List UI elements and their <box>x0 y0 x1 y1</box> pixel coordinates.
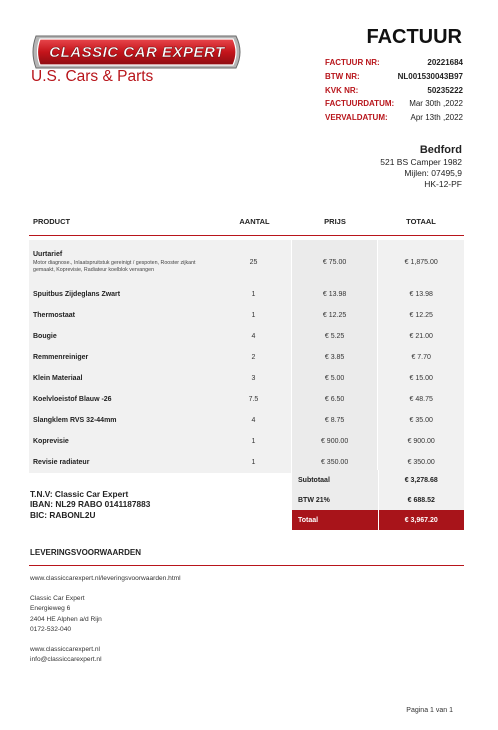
cell-qty <box>216 326 291 347</box>
cell-price-value: € 3.85 <box>324 354 345 361</box>
header-total: TOTAAL <box>406 217 436 226</box>
meta-label: BTW NR: <box>325 72 360 82</box>
cell-qty-value: 1 <box>251 312 256 319</box>
cell-qty-value: 4 <box>251 333 256 340</box>
cell-total-value: € 1,875.00 <box>404 258 438 266</box>
meta-row-invoice-number <box>325 56 463 70</box>
page-number: Pagina 1 van 1 <box>406 707 453 714</box>
item-name: Remmenreiniger <box>33 354 89 361</box>
terms-title: LEVERINGSVOORWAARDEN <box>30 548 141 557</box>
cell-qty-value: 1 <box>251 438 256 445</box>
cell-total-value: € 7.70 <box>411 354 431 361</box>
table-row <box>29 389 464 410</box>
cell-total-value: € 48.75 <box>409 396 433 403</box>
cell-product <box>29 347 216 368</box>
table-row <box>29 240 464 284</box>
cell-total-value: € 900.00 <box>407 438 435 445</box>
item-name: Slangklem RVS 32-44mm <box>33 417 117 424</box>
cell-price <box>291 326 378 347</box>
email-link[interactable]: info@classiccarexpert.nl <box>30 656 102 664</box>
cell-product <box>29 452 216 473</box>
cell-price <box>291 240 378 284</box>
terms-link[interactable]: www.classiccarexpert.nl/leveringsvoorwaarden.html <box>30 575 181 582</box>
cell-qty <box>216 389 291 410</box>
cell-total-value: € 13.98 <box>409 291 433 298</box>
vat-value: € 688.52 <box>378 490 464 510</box>
cell-total <box>377 284 464 305</box>
cell-product <box>29 368 216 389</box>
cell-total <box>377 326 464 347</box>
cell-product <box>29 240 216 284</box>
vat-row <box>292 490 464 510</box>
cell-price <box>291 284 378 305</box>
cell-price-value: € 8.75 <box>324 417 345 424</box>
cell-qty <box>216 240 291 284</box>
cell-qty <box>216 410 291 431</box>
bank-bic: BIC: RABONL2U <box>30 509 96 520</box>
cell-total-value: € 35.00 <box>409 417 433 424</box>
logo-text: CLASSIC CAR EXPERT <box>49 44 225 61</box>
customer-name: Bedford <box>419 144 462 156</box>
meta-row-due-date <box>325 111 463 125</box>
cell-total <box>377 389 464 410</box>
company-tagline: U.S. Cars & Parts <box>31 68 154 85</box>
cell-price-value: € 900.00 <box>320 438 349 445</box>
bank-details <box>30 489 150 520</box>
item-name: Uurtarief <box>33 250 63 258</box>
item-name: Thermostaat <box>33 312 76 319</box>
table-header <box>29 208 464 236</box>
cell-total-value: € 350.00 <box>407 459 435 466</box>
cell-total <box>377 305 464 326</box>
address-street: Energieweg 6 <box>30 605 71 613</box>
item-name: Koelvloeistof Blauw -26 <box>33 396 112 403</box>
spacer <box>30 635 181 645</box>
meta-value: NL001530043B97 <box>397 72 463 82</box>
vat-label: BTW 21% <box>292 490 378 510</box>
cell-price <box>291 410 378 431</box>
footer-block <box>30 574 181 665</box>
meta-label: KVK NR: <box>325 85 359 95</box>
item-name: Spuitbus Zijdeglans Zwart <box>33 291 121 298</box>
cell-qty <box>216 284 291 305</box>
cell-qty-value: 1 <box>251 291 256 298</box>
invoice-table <box>29 208 464 473</box>
cell-qty <box>216 368 291 389</box>
customer-line: HK-12-PF <box>424 179 462 189</box>
cell-price-value: € 75.00 <box>322 258 347 266</box>
website-link[interactable]: www.classiccarexpert.nl <box>30 646 100 654</box>
item-name: Bougie <box>33 333 57 340</box>
header-qty: AANTAL <box>239 217 270 226</box>
cell-product <box>29 410 216 431</box>
cell-price-value: € 5.25 <box>324 333 345 340</box>
cell-product <box>29 326 216 347</box>
cell-price <box>291 431 378 452</box>
cell-total <box>377 431 464 452</box>
cell-price-value: € 12.25 <box>322 312 347 319</box>
meta-value: 50235222 <box>427 85 463 95</box>
cell-qty <box>216 305 291 326</box>
subtotal-row <box>292 470 464 490</box>
cell-qty-value: 25 <box>249 258 258 266</box>
cell-qty-value: 4 <box>251 417 256 424</box>
cell-qty-value: 7.5 <box>248 396 259 403</box>
item-name: Klein Materiaal <box>33 375 83 382</box>
meta-label: FACTUUR NR: <box>325 58 380 68</box>
item-name: Revisie radiateur <box>33 459 90 466</box>
grand-total-row <box>292 510 464 530</box>
subtotal-label: Subtotaal <box>292 470 378 490</box>
cell-total <box>377 240 464 284</box>
cell-product <box>29 305 216 326</box>
bank-account-holder: T.N.V: Classic Car Expert <box>30 489 129 499</box>
divider <box>29 565 464 566</box>
table-row <box>29 284 464 305</box>
cell-total <box>377 347 464 368</box>
item-name: Koprevisie <box>33 438 69 445</box>
invoice-meta <box>325 56 463 124</box>
address-phone: 0172-532-040 <box>30 625 72 633</box>
table-body <box>29 240 464 473</box>
cell-product <box>29 284 216 305</box>
subtotal-value: € 3,278.68 <box>378 470 464 490</box>
meta-value: 20221684 <box>427 58 463 68</box>
cell-price-value: € 350.00 <box>320 459 349 466</box>
table-row <box>29 410 464 431</box>
cell-price <box>291 389 378 410</box>
cell-price-value: € 5.00 <box>324 375 345 382</box>
meta-row-vat-number <box>325 70 463 84</box>
bank-iban: IBAN: NL29 RABO 0141187883 <box>30 499 151 510</box>
cell-qty <box>216 347 291 368</box>
customer-line: Mijlen: 07495,9 <box>404 168 462 178</box>
meta-label: FACTUURDATUM: <box>325 99 395 109</box>
address-name: Classic Car Expert <box>30 595 85 603</box>
table-row <box>29 368 464 389</box>
customer-line: 521 BS Camper 1982 <box>380 157 462 167</box>
cell-qty <box>216 431 291 452</box>
spacer <box>30 584 181 594</box>
cell-total-value: € 12.25 <box>409 312 433 319</box>
meta-row-kvk-number <box>325 83 463 97</box>
table-row <box>29 347 464 368</box>
document-title: FACTUUR <box>366 26 462 48</box>
cell-price <box>291 305 378 326</box>
meta-value: Apr 13th ,2022 <box>410 113 463 123</box>
cell-price <box>291 368 378 389</box>
table-row <box>29 326 464 347</box>
cell-total-value: € 21.00 <box>409 333 433 340</box>
address-city: 2404 HE Alphen a/d Rijn <box>30 615 102 623</box>
header-price: PRIJS <box>324 217 346 226</box>
cell-total <box>377 368 464 389</box>
cell-qty-value: 1 <box>251 459 256 466</box>
cell-total <box>377 410 464 431</box>
meta-row-invoice-date <box>325 97 463 111</box>
table-row <box>29 305 464 326</box>
cell-price-value: € 6.50 <box>324 396 345 403</box>
header-product: PRODUCT <box>33 217 71 226</box>
cell-qty <box>216 452 291 473</box>
cell-price <box>291 347 378 368</box>
meta-label: VERVALDATUM: <box>325 113 388 123</box>
grand-total-label: Totaal <box>292 510 378 530</box>
cell-product <box>29 389 216 410</box>
cell-qty-value: 2 <box>251 354 256 361</box>
totals-block <box>292 470 464 530</box>
meta-value: Mar 30th ,2022 <box>409 99 463 109</box>
cell-product <box>29 431 216 452</box>
item-description: Motor diagnose., Inlaatspruitstuk gereinigt / gespoten, Rooster zijkant gemaakt, Koprevisie, Radiateur koelblok vervangen <box>33 259 196 273</box>
table-row <box>29 431 464 452</box>
cell-total-value: € 15.00 <box>409 375 433 382</box>
grand-total-value: € 3,967.20 <box>378 510 464 530</box>
cell-qty-value: 3 <box>251 375 256 382</box>
customer-block <box>380 143 462 190</box>
cell-price-value: € 13.98 <box>322 291 347 298</box>
